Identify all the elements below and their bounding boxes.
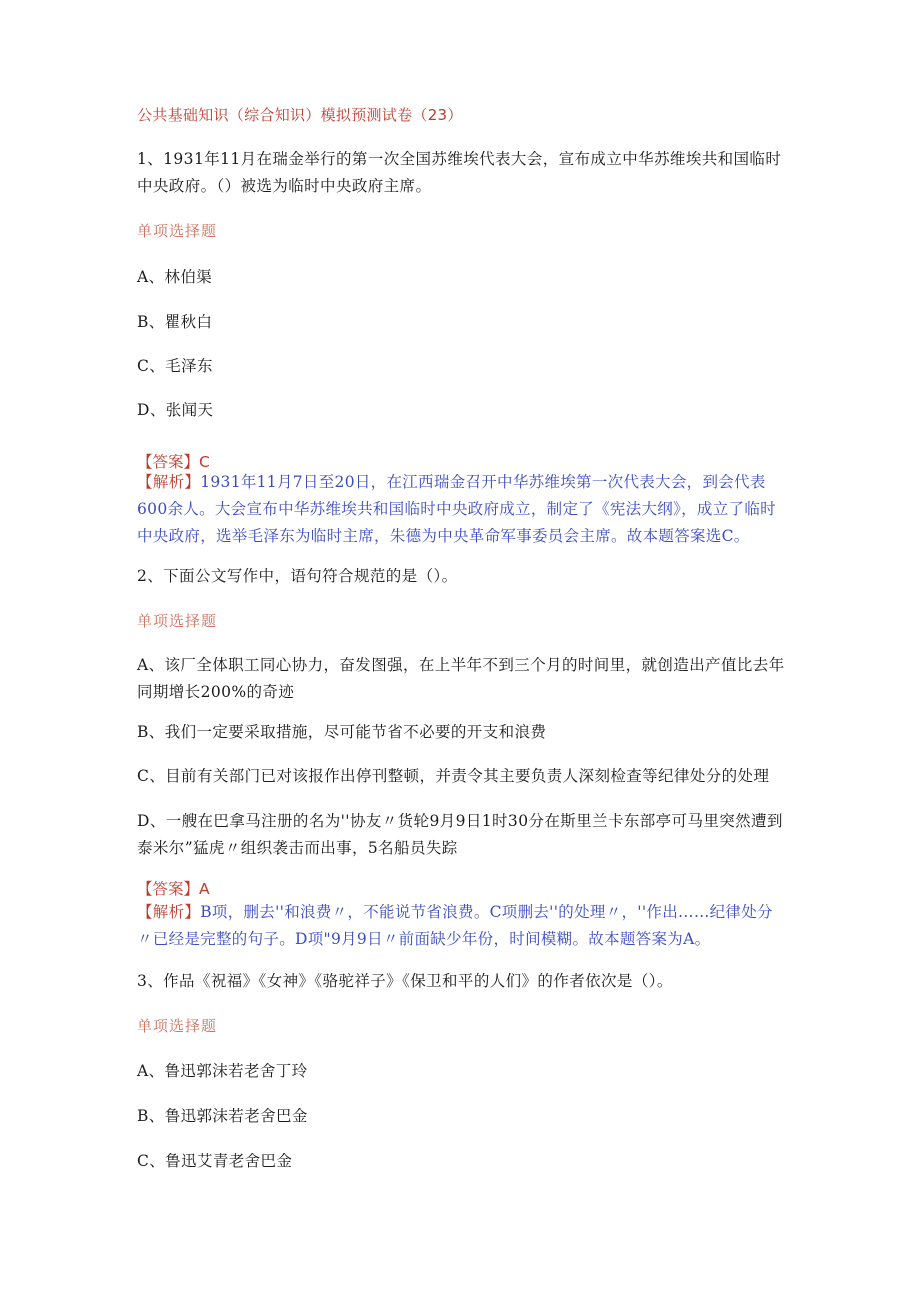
analysis-tag: 【解析】 [137,473,201,491]
analysis-text: B项，删去''和浪费〃，不能说节省浪费。C项删去''的处理〃，''作出……纪律处分〃已经是完整的句子。D项"9月9日〃前面缺少年份，时间模糊。故本题答案为A。 [137,903,773,948]
question-3-option-a: A、鲁迅郭沫若老舍丁玲 [137,1062,308,1080]
document-title: 公共基础知识（综合知识）模拟预测试卷（23） [137,106,463,124]
question-1-option-d: D、张闻天 [137,401,214,419]
question-3-option-b: B、鲁迅郭沫若老舍巴金 [137,1107,308,1125]
question-1-option-c: C、毛泽东 [137,357,213,375]
question-3-option-c: C、鲁迅艾青老舍巴金 [137,1152,293,1170]
question-2-type: 单项选择题 [137,612,218,630]
answer-value: A [199,880,210,898]
question-2-option-b: B、我们一定要采取措施，尽可能节省不必要的开支和浪费 [137,723,547,741]
question-1-option-b: B、瞿秋白 [137,313,213,331]
question-2-analysis [137,899,787,953]
answer-value: C [199,453,210,471]
answer-tag: 【答案】 [137,880,200,898]
question-3-type: 单项选择题 [137,1017,218,1035]
question-2-stem: 2、下面公文写作中，语句符合规范的是（）。 [137,567,458,585]
question-2-answer [137,877,210,899]
answer-tag: 【答案】 [137,453,200,471]
question-2-option-d: D、一艘在巴拿马注册的名为''协友〃货轮9月9日1时30分在斯里兰卡东部亭可马里突然遭到泰米尔”猛虎〃组织袭击而出事，5名船员失踪 [137,812,783,857]
question-3-stem: 3、作品《祝福》《女神》《骆驼祥子》《保卫和平的人们》的作者依次是（）。 [137,972,673,990]
analysis-tag: 【解析】 [137,903,201,921]
question-2-option-c: C、目前有关部门已对该报作出停刊整顿，并责令其主要负责人深刻检查等纪律处分的处理 [137,767,770,785]
question-1-type: 单项选择题 [137,222,218,240]
question-1-analysis [137,469,787,550]
question-1-option-a: A、林伯渠 [137,268,213,286]
analysis-text: 1931年11月7日至20日，在江西瑞金召开中华苏维埃第一次代表大会，到会代表600余人。大会宣布中华苏维埃共和国临时中央政府成立，制定了《宪法大纲》，成立了临时中央政府，选举毛泽东为临时主席，朱德为中央革命军事委员会主席。故本题答案选C。 [137,473,776,545]
question-1-stem: 1、1931年11月在瑞金举行的第一次全国苏维埃代表大会，宣布成立中华苏维埃共和国临时中央政府。（）被选为临时中央政府主席。 [137,150,782,195]
question-2-option-a: A、该厂全体职工同心协力，奋发图强，在上半年不到三个月的时间里，就创造出产值比去年同期增长200%的奇迹 [137,656,785,701]
